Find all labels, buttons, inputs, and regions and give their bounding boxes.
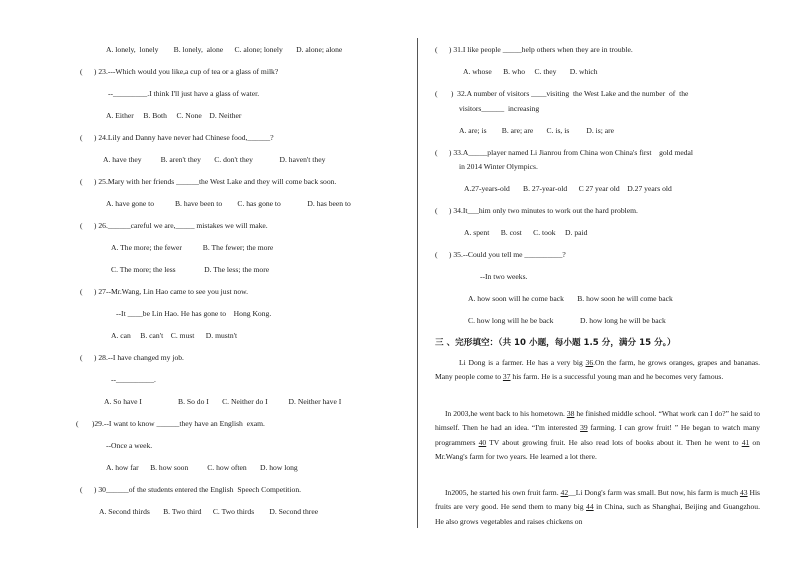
question-31: ( ) 31.I like people _____help others when they are in trouble.	[435, 45, 633, 54]
question-32: ( ) 32.A number of visitors ____visiting the West Lake and the number of the	[435, 89, 689, 98]
section-title-cloze: 三 、完形填空：（共 10 小题，每小题 1.5 分，满分 15 分。）	[435, 338, 676, 348]
question-27: ( ) 27--Mr.Wang, Lin Hao came to see you just now.	[80, 287, 249, 296]
q29-dialog: --Once a week.	[106, 441, 153, 450]
q35-options-row1: A. how soon will he come back B. how soon he will come back	[468, 294, 673, 303]
question-29: ( )29.--I want to know ______they have an English exam.	[76, 419, 265, 428]
blank-39: 39	[580, 423, 588, 433]
question-23: ( ) 23.---Which would you like,a cup of tea or a glass of milk?	[80, 67, 279, 76]
q30-options: A. Second thirds B. Two third C. Two thirds D. Second three	[99, 507, 319, 516]
q33-options: A.27-years-old B. 27-year-old C 27 year old D.27 years old	[464, 184, 672, 193]
question-24: ( ) 24.Lily and Danny have never had Chinese food,______?	[80, 133, 274, 142]
q25-options: A. have gone to B. have been to C. has gone to D. has been to	[106, 199, 351, 208]
question-25: ( ) 25.Mary with her friends ______the West Lake and they will come back soon.	[80, 177, 337, 186]
q29-options: A. how far B. how soon C. how often D. how long	[106, 463, 298, 472]
blank-43: 43	[739, 488, 748, 497]
q28-options: A. So have I B. So do I C. Neither do I D. Neither have I	[104, 397, 342, 406]
blank-41: 41	[741, 437, 750, 447]
q32-line2: visitors______ increasing	[459, 104, 540, 113]
q34-options: A. spent B. cost C. took D. paid	[464, 228, 588, 237]
blank-36: 36	[585, 358, 594, 367]
q22-options: A. lonely, lonely B. lonely, alone C. alone; lonely D. alone; alone	[106, 45, 343, 54]
question-35: ( ) 35.--Could you tell me __________?	[435, 250, 566, 259]
q23-dialog: --_________.I think I'll just have a glass of water.	[108, 89, 260, 98]
question-34: ( ) 34.It___him only two minutes to work out the hard problem.	[435, 206, 638, 215]
cloze-paragraph-2: In 2003,he went back to his hometown. 38 he finished middle school. “What work can I do?” he said to himself. Then he had an idea. “I'm interested 39 farming. I can grow fruit! ” He began to watch many programmers 40 TV about growing fruit. He also read lots of books about it. Then he went to 41 on Mr.Wang's farm for two years. He learned a lot there.	[435, 409, 760, 462]
q33-line2: in 2014 Winter Olympics.	[459, 162, 538, 171]
column-divider	[417, 38, 418, 528]
question-26: ( ) 26.______careful we are,_____ mistakes we will make.	[80, 221, 268, 230]
blank-42: 42	[560, 488, 569, 497]
q28-dialog: --__________.	[111, 375, 156, 384]
q26-options-row2: C. The more; the less D. The less; the more	[111, 265, 270, 274]
q23-options: A. Either B. Both C. None D. Neither	[106, 111, 242, 120]
q35-dialog: --In two weeks.	[480, 272, 528, 281]
q26-options-row1: A. The more; the fewer B. The fewer; the more	[111, 243, 274, 252]
blank-38: 38	[566, 409, 575, 418]
blank-37: 37	[502, 372, 511, 382]
question-33: ( ) 33.A_____player named Li Jianrou from China won China's first gold medal	[435, 148, 694, 157]
cloze-paragraph-1: Li Dong is a farmer. He has a very big 36.On the farm, he grows oranges, grapes and bananas. Many people come to 37 his farm. He is a successful young man and he becomes very famous.	[435, 358, 760, 382]
cloze-paragraph-3: In2005, he started his own fruit farm. 42__Li Dong's farm was small. But now, his farm is much 43 His fruits are very good. He send them to many big 44 in China, such as Shanghai, Beijing and Guangzhou. He also grows vegetables and raises chickens on	[435, 488, 761, 526]
q27-options: A. can B. can't C. must D. mustn't	[111, 331, 238, 340]
q31-options: A. whose B. who C. they D. which	[463, 67, 598, 76]
blank-40: 40	[478, 437, 487, 447]
q27-dialog: --It ____be Lin Hao. He has gone to Hong Kong.	[116, 309, 272, 318]
question-28: ( ) 28.--I have changed my job.	[80, 353, 184, 362]
blank-44: 44	[586, 502, 594, 512]
q32-options: A. are; is B. are; are C. is, is D. is; are	[459, 126, 615, 135]
q35-options-row2: C. how long will he be back D. how long he will be back	[468, 316, 666, 325]
q24-options: A. have they B. aren't they C. don't they D. haven't they	[103, 155, 326, 164]
question-30: ( ) 30______of the students entered the English Speech Competition.	[80, 485, 302, 494]
